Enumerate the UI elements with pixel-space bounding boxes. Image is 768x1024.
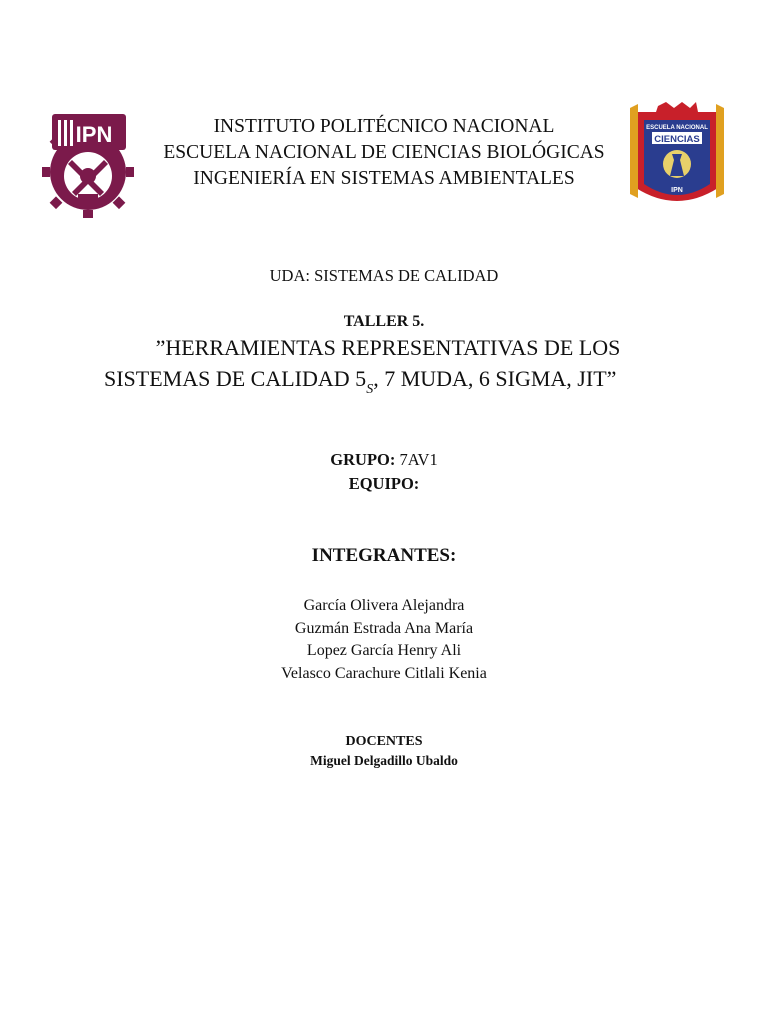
title-line-2-post: , 7 MUDA, 6 SIGMA, JIT” [373,366,617,391]
svg-text:IPN: IPN [75,122,113,147]
group-line [0,448,768,472]
title-subscript: S [366,382,374,398]
title-line-1-text: ”HERRAMIENTAS REPRESENTATIVAS DE LOS [155,335,621,360]
title-line-2-pre: SISTEMAS DE CALIDAD 5 [104,366,367,391]
member-name: Lopez García Henry Ali [306,642,462,659]
document-title-line-2 [104,366,704,396]
group-value: 7AV1 [399,450,438,469]
group-info [0,448,768,496]
course-unit: UDA: SISTEMAS DE CALIDAD [269,266,499,285]
svg-text:ESCUELA NACIONAL: ESCUELA NACIONAL [646,125,708,131]
members-heading: INTEGRANTES: [311,545,457,566]
members-list [0,595,768,685]
teacher-name: Miguel Delgadillo Ubaldo [310,753,458,768]
member-name: Guzmán Estrada Ana María [294,619,474,637]
institution-header [140,114,628,192]
program-name: INGENIERÍA EN SISTEMAS AMBIENTALES [193,168,575,189]
team-line [0,472,768,496]
encb-logo-icon [628,102,726,210]
ipn-logo-icon [38,110,134,228]
group-label: GRUPO: [330,450,396,469]
team-label: EQUIPO: [348,474,420,493]
member-name: García Olivera Alejandra [303,597,465,614]
school-name: ESCUELA NACIONAL DE CIENCIAS BIOLÓGICAS [163,142,605,163]
document-title-line-1 [0,335,768,361]
member-name: Velasco Carachure Citlali Kenia [281,664,487,682]
institution-name: INSTITUTO POLITÉCNICO NACIONAL [213,116,555,137]
workshop-label: TALLER 5. [343,313,425,330]
svg-text:CIENCIAS: CIENCIAS [654,134,700,145]
teachers-heading: DOCENTES [345,734,423,749]
svg-text:IPN: IPN [671,187,683,194]
